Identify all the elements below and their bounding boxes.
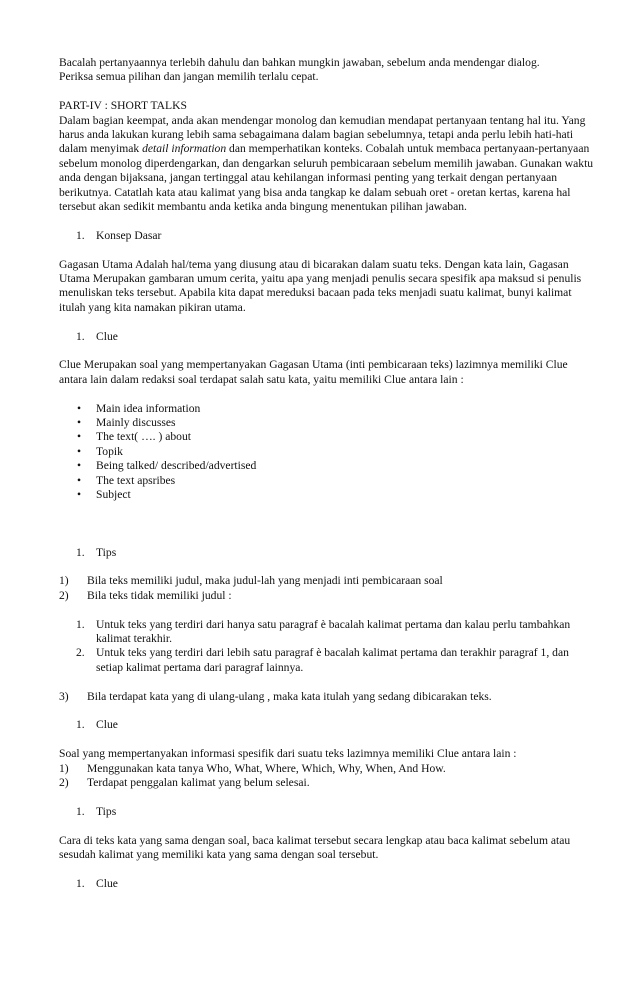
clue2-item-1 [59,762,594,776]
part4-paragraph [59,114,594,215]
konsep-heading [59,229,594,243]
bullet-icon: • [77,416,82,430]
tips1-item-3-num: 3) [59,689,69,703]
tips2-paragraph: Cara di teks kata yang sama dengan soal, baca kalimat tersebut secara lengkap atau baca kalimat sebelum atau sesudah kalimat yang memiliki kata yang sama dengan soal tersebut. [59,833,571,861]
konsep-paragraph: Gagasan Utama Adalah hal/tema yang diusung atau di bicarakan dalam suatu teks. Dengan kata lain, Gagasan Utama Merupakan gambaran umum cerita, yaitu apa yang menjadi penulis secara spesifik apa maksud si penulis menuliskan teks tersebut. Apabila kita dapat mereduksi bacaan pada teks menjadi suatu kalimat, bunyi kalimat itulah yang kita namakan pikiran utama. [59,257,582,314]
part4-heading: PART-IV : SHORT TALKS [59,99,187,113]
list-item-text: Mainly discusses [96,416,176,430]
list-item-text: The text apsribes [96,473,176,487]
clue1-paragraph: Clue Merupakan soal yang mempertanyakan Gagasan Utama (inti pembicaraan teks) lazimnya memiliki Clue antara lain dalam redaksi soal terdapat salah satu kata, yaitu memiliki Clue antara lain : [59,358,568,386]
tips1-item-1-num: 1) [59,574,69,588]
bullet-icon: • [77,401,82,415]
clue2-item-1-text: Menggunakan kata tanya Who, What, Where, Which, Why, When, And How. [87,761,446,775]
tips1-item-1 [59,574,594,588]
tips1-item-3 [59,690,594,704]
list-item-text: Being talked/ described/advertised [96,459,257,473]
part4-emphasis: detail information [142,142,227,156]
tips1-title: Tips [96,545,117,559]
list-item-text: Main idea information [96,401,201,415]
bullet-icon: • [77,488,82,502]
list-item [59,430,594,444]
clue1-heading [59,330,594,344]
tips1-item-2-num: 2) [59,588,69,602]
clue3-heading [59,877,594,891]
tips1-sub-1-text: Untuk teks yang terdiri dari hanya satu paragraf è bacalah kalimat pertama dan kalau perlu tambahkan kalimat terakhir. [96,617,571,645]
clue2-item-2-text: Terdapat penggalan kalimat yang belum selesai. [87,775,310,789]
clue2-item-1-num: 1) [59,761,69,775]
tips1-item-2-text: Bila teks tidak memiliki judul : [87,588,232,602]
clue2-title: Clue [96,718,118,732]
intro-line-2: Periksa semua pilihan dan jangan memilih terlalu cepat. [59,70,319,84]
part4-text-b: dan memperhatikan konteks. Cobalah untuk membaca pertanyaan-pertanyaan sebelum monolog diperdengarkan, dan dengarkan seluruh pembicaraan sebelum memilih jawaban. Gunakan waktu anda dengan bijaksana, jangan tertinggal atau kehilangan informasi penting yang terkait dengan pertanyaan berikutnya. Catatlah kata atau kalimat yang bisa anda tangkap ke dalam sebuah oret - oretan kertas, karena hal tersebut akan sedikit membantu anda ketika anda bingung menentukan pilihan jawaban. [59,142,594,214]
clue2-num: 1. [76,718,85,732]
list-item [59,402,594,416]
list-item-text: Topik [96,444,123,458]
clue1-title: Clue [96,329,118,343]
list-item-text: Subject [96,488,131,502]
clue1-num: 1. [76,329,85,343]
konsep-num: 1. [76,228,85,242]
tips2-heading [59,805,594,819]
intro-line-1: Bacalah pertanyaannya terlebih dahulu dan bahkan mungkin jawaban, sebelum anda mendengar dialog. [59,56,540,69]
tips1-sub-item-2 [59,646,594,675]
tips1-item-2 [59,589,594,603]
konsep-title: Konsep Dasar [96,228,162,242]
clue3-num: 1. [76,876,85,890]
bullet-icon: • [77,430,82,444]
tips1-heading [59,546,594,560]
tips1-sub-2-num: 2. [76,646,85,660]
clue2-heading [59,718,594,732]
list-item [59,445,594,459]
clue2-paragraph: Soal yang mempertanyakan informasi spesifik dari suatu teks lazimnya memiliki Clue antara lain : [59,747,517,761]
tips1-item-1-text: Bila teks memiliki judul, maka judul-lah yang menjadi inti pembicaraan soal [87,574,443,588]
bullet-icon: • [77,444,82,458]
list-item [59,488,594,502]
bullet-icon: • [77,473,82,487]
clue2-item-2-num: 2) [59,775,69,789]
tips1-sub-2-text: Untuk teks yang terdiri dari lebih satu paragraf è bacalah kalimat pertama dan terakhir paragraf 1, dan setiap kalimat pertama dari paragraf lainnya. [96,646,569,674]
bullet-icon: • [77,459,82,473]
document-page [59,56,594,891]
tips2-num: 1. [76,804,85,818]
part4-text-a: Dalam bagian keempat, anda akan mendengar monolog dan kemudian mendapat pertanyaan tentang hal itu. Yang harus anda lakukan kurang lebih sama sebagaimana dalam bagian sebelumnya, tetapi anda perlu lebih hati-hati dalam menyimak [59,113,586,156]
list-item [59,459,594,473]
clue2-item-2 [59,776,594,790]
list-item-text: The text( …. ) about [96,430,191,444]
clue3-title: Clue [96,876,118,890]
tips1-sub-1-num: 1. [76,617,85,631]
tips1-sub-item-1 [59,618,594,647]
tips2-title: Tips [96,804,117,818]
clue1-bullet-list [59,402,594,503]
list-item [59,416,594,430]
tips1-num: 1. [76,545,85,559]
list-item [59,474,594,488]
tips1-item-3-text: Bila terdapat kata yang di ulang-ulang , maka kata itulah yang sedang dibicarakan teks. [87,689,492,703]
